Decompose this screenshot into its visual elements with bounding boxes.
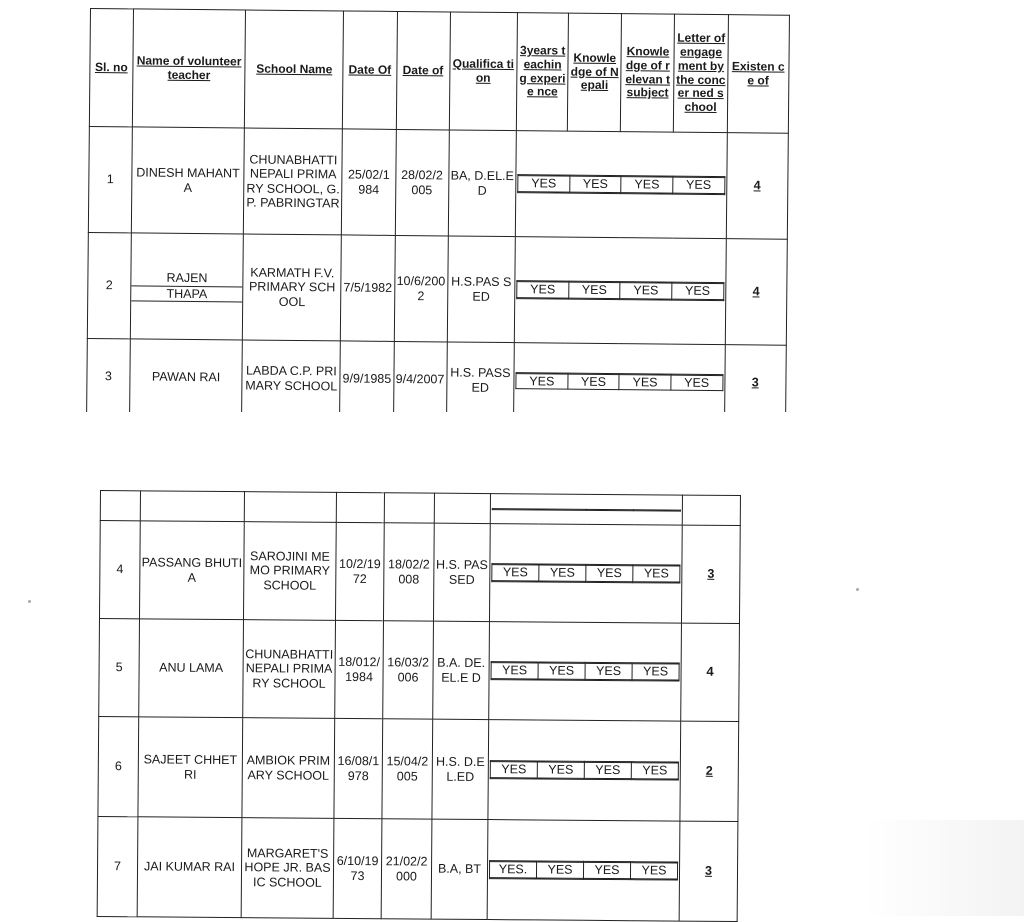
- cell-experience: YES: [492, 565, 539, 581]
- cell-school: MARGARET'S HOPE JR. BASIC SCHOOL: [241, 818, 334, 919]
- cell-name: [130, 233, 243, 340]
- cell-name: SAJEET CHHETRI: [138, 717, 243, 818]
- cell-subject: YES: [583, 863, 630, 879]
- header-school: School Name: [245, 10, 344, 129]
- cell-sl: 5: [99, 618, 140, 716]
- cell-experience: YES: [516, 373, 568, 389]
- cell-letter: YES: [673, 177, 725, 193]
- cell-dob: 16/08/1 978: [334, 718, 383, 818]
- cell-nepali: YES: [538, 663, 585, 679]
- cell-name: PASSANG BHUTIA: [139, 521, 244, 620]
- cell-doj: 9/4/2007: [393, 341, 447, 418]
- cell-nepali: YES: [568, 374, 620, 390]
- cell-school: KARMATH F.V. PRIMARY SCHOOL: [243, 234, 342, 341]
- cell-qualification: BA, D.EL.ED: [448, 130, 516, 237]
- criteria-group: [515, 131, 726, 239]
- cell-nepali: YES: [537, 762, 584, 778]
- header-row: [89, 9, 789, 134]
- cell-existence: 3: [679, 821, 738, 921]
- criteria-group: [488, 720, 681, 822]
- table-row: [99, 521, 740, 624]
- table-row: [98, 716, 739, 821]
- cell-name-first: RAJEN: [131, 271, 243, 287]
- table-row: [99, 618, 740, 721]
- volunteer-teacher-table-top: [86, 8, 790, 422]
- cell-existence: 4: [726, 133, 788, 240]
- cell-sl: 2: [87, 232, 131, 338]
- cell-letter: YES: [671, 375, 723, 391]
- cell-qualification: H.S. PASSED: [433, 523, 490, 621]
- cell-sl: 6: [98, 716, 139, 816]
- cell-doj: 18/02/2 008: [383, 523, 434, 621]
- cell-doj: 28/02/2 005: [395, 129, 449, 236]
- scan-shadow: [864, 820, 1024, 916]
- cell-letter: YES: [672, 283, 724, 299]
- cell-sl: 4: [99, 521, 140, 619]
- cell-subject: YES: [586, 566, 633, 582]
- cell-letter: YES: [632, 664, 679, 680]
- cell-subject: YES: [620, 283, 672, 299]
- cell-school: AMBIOK PRIMARY SCHOOL: [242, 718, 335, 819]
- cell-subject: YES: [619, 374, 671, 390]
- cell-existence: 3: [724, 345, 786, 422]
- cell-sl: 3: [87, 338, 131, 414]
- criteria-group: [489, 524, 682, 624]
- cell-qualification: B.A. DE.EL.E D: [433, 621, 490, 719]
- criteria-group: [489, 622, 682, 722]
- cell-experience: YES: [490, 762, 537, 778]
- cell-experience: YES: [518, 176, 570, 192]
- header-existence: Existen ce of: [727, 15, 790, 134]
- header-sl-no: Sl. no: [89, 9, 133, 127]
- cell-doj: 21/02/2 000: [381, 819, 432, 919]
- cell-name: DINESH MAHANTA: [131, 127, 244, 234]
- cell-experience: YES: [491, 663, 538, 679]
- cell-subject: YES: [621, 177, 673, 193]
- cell-existence: 4: [725, 239, 787, 346]
- page-gap: [0, 412, 1024, 482]
- volunteer-teacher-table-bottom: [97, 490, 741, 922]
- cell-school: CHUNABHATTI NEPALI PRIMARY SCHOOL: [243, 620, 336, 719]
- document-page-bottom: [97, 490, 740, 921]
- cell-experience: YES.: [489, 862, 536, 878]
- cell-nepali: YES: [569, 176, 621, 192]
- cell-existence: 2: [680, 721, 739, 821]
- cell-qualification: B.A, BT: [431, 819, 488, 919]
- header-knowledge-subject: Knowle dge of relevan t subject: [621, 14, 675, 133]
- document-page-top: [86, 8, 790, 421]
- cell-qualification: H.S. PASSED: [446, 342, 514, 419]
- cell-name: ANU LAMA: [139, 619, 244, 718]
- cell-name: JAI KUMAR RAI: [137, 817, 242, 918]
- cell-experience: YES: [517, 282, 569, 298]
- cell-dob: 10/2/1972: [335, 522, 384, 620]
- cell-nepali: YES: [536, 862, 583, 878]
- header-date-of-joining: Date of: [396, 11, 450, 130]
- cell-school: SAROJINI MEMO PRIMARY SCHOOL: [243, 522, 336, 621]
- cell-dob: 7/5/1982: [341, 235, 395, 342]
- cell-nepali: YES: [568, 282, 620, 298]
- cell-letter: YES: [630, 863, 677, 879]
- cell-dob: 6/10/1973: [333, 818, 382, 918]
- cell-dob: 18/012/ 1984: [335, 620, 384, 718]
- table-row: [87, 338, 787, 421]
- table-row: [87, 232, 787, 345]
- scan-speck: [28, 600, 31, 603]
- cell-qualification: H.S. D.EL.ED: [432, 719, 489, 819]
- cell-sl: 7: [97, 816, 138, 916]
- criteria-group: [487, 820, 680, 922]
- cell-letter: YES: [633, 566, 680, 582]
- cell-school: CHUNABHATTI NEPALI PRIMARY SCHOOL, G.P. PABRINGTAR: [244, 128, 343, 235]
- cell-doj: 15/04/2 005: [382, 719, 433, 819]
- cell-qualification: H.S.PAS SED: [447, 236, 515, 343]
- table-row: [97, 816, 738, 921]
- scan-speck: [856, 588, 859, 591]
- cell-doj: 16/03/2 006: [383, 621, 434, 719]
- cell-sl: 1: [88, 126, 132, 232]
- cell-dob: 25/02/1 984: [342, 129, 396, 236]
- cell-letter: YES: [631, 763, 678, 779]
- header-date-of-birth: Date Of: [343, 11, 397, 130]
- header-letter-of-engagement: Letter of engage ment by the concer ned school: [674, 14, 728, 133]
- cell-subject: YES: [585, 664, 632, 680]
- cell-name-last: THAPA: [131, 286, 243, 302]
- header-knowledge-nepali: Knowle dge of Nepali: [568, 13, 622, 132]
- cell-school: LABDA C.P. PRIMARY SCHOOL: [242, 340, 341, 417]
- cell-existence: 4: [681, 623, 740, 721]
- cell-existence: 3: [681, 525, 740, 623]
- table-row: [88, 126, 788, 239]
- cell-doj: 10/6/2002: [394, 235, 448, 342]
- header-qualification: Qualifica tion: [449, 12, 518, 131]
- criteria-group: [514, 237, 725, 345]
- cell-nepali: YES: [539, 565, 586, 581]
- header-name: Name of volunteer teacher: [132, 9, 246, 128]
- criteria-group: [514, 343, 725, 421]
- cell-subject: YES: [584, 763, 631, 779]
- cell-dob: 9/9/1985: [340, 341, 394, 418]
- cell-name: PAWAN RAI: [130, 339, 243, 416]
- header-teaching-experience: 3years teachin g experie nce: [516, 13, 568, 131]
